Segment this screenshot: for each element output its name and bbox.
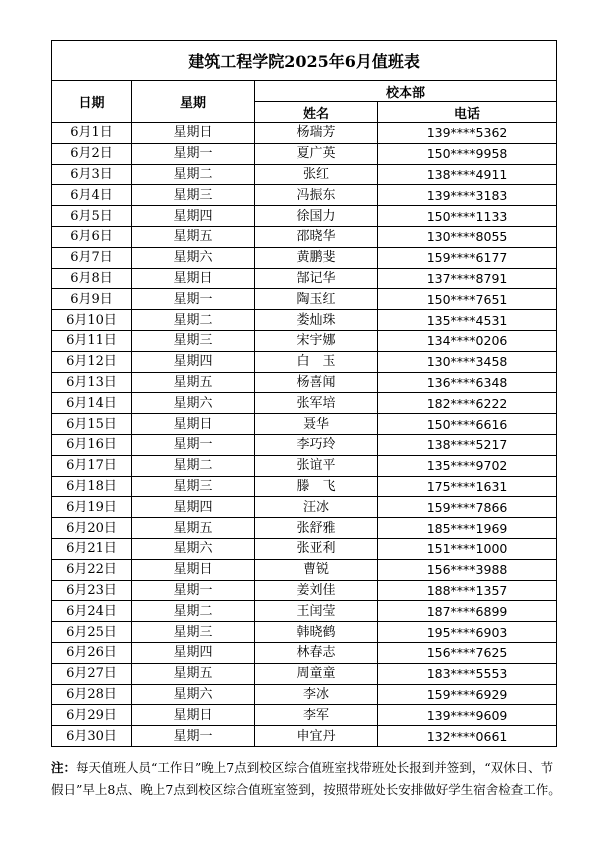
table-row xyxy=(52,705,557,726)
name-cell: 黄鹏斐 xyxy=(255,247,378,268)
name-cell: 白 玉 xyxy=(255,351,378,372)
name-cell: 杨瑞芳 xyxy=(255,123,378,144)
weekday-cell: 星期二 xyxy=(132,455,255,476)
date-cell: 6月10日 xyxy=(52,310,132,331)
weekday-cell: 星期三 xyxy=(132,185,255,206)
name-cell: 张舒雅 xyxy=(255,518,378,539)
name-cell: 申宜丹 xyxy=(255,726,378,747)
weekday-cell: 星期六 xyxy=(132,538,255,559)
header-weekday: 星期 xyxy=(132,81,255,123)
footnote-text: 每天值班人员“工作日”晚上7点到校区综合值班室找带班处长报到并签到，“双休日、节假日”早上8点、晚上7点到校区综合值班室签到，按照带班处长安排做好学生宿舍检查工作。 xyxy=(51,760,561,797)
weekday-cell: 星期五 xyxy=(132,663,255,684)
weekday-cell: 星期日 xyxy=(132,414,255,435)
table-row xyxy=(52,310,557,331)
table-row xyxy=(52,538,557,559)
table-row xyxy=(52,434,557,455)
table-row xyxy=(52,226,557,247)
weekday-cell: 星期日 xyxy=(132,705,255,726)
table-row xyxy=(52,351,557,372)
phone-cell: 150****9958 xyxy=(378,143,557,164)
phone-cell: 159****6177 xyxy=(378,247,557,268)
date-cell: 6月7日 xyxy=(52,247,132,268)
title-row xyxy=(52,41,557,81)
table-row xyxy=(52,164,557,185)
name-cell: 曹锐 xyxy=(255,559,378,580)
date-cell: 6月13日 xyxy=(52,372,132,393)
phone-cell: 150****1133 xyxy=(378,206,557,227)
phone-cell: 135****4531 xyxy=(378,310,557,331)
date-cell: 6月30日 xyxy=(52,726,132,747)
table-row xyxy=(52,143,557,164)
table-row xyxy=(52,518,557,539)
table-row xyxy=(52,247,557,268)
name-cell: 杨喜闻 xyxy=(255,372,378,393)
header-phone: 电话 xyxy=(378,102,557,123)
name-cell: 李军 xyxy=(255,705,378,726)
phone-cell: 130****3458 xyxy=(378,351,557,372)
name-cell: 王闰莹 xyxy=(255,601,378,622)
date-cell: 6月3日 xyxy=(52,164,132,185)
date-cell: 6月8日 xyxy=(52,268,132,289)
name-cell: 滕 飞 xyxy=(255,476,378,497)
table-row xyxy=(52,559,557,580)
phone-cell: 138****4911 xyxy=(378,164,557,185)
name-cell: 邵晓华 xyxy=(255,226,378,247)
date-cell: 6月6日 xyxy=(52,226,132,247)
date-cell: 6月5日 xyxy=(52,206,132,227)
date-cell: 6月17日 xyxy=(52,455,132,476)
date-cell: 6月20日 xyxy=(52,518,132,539)
date-cell: 6月16日 xyxy=(52,434,132,455)
table-row xyxy=(52,476,557,497)
phone-cell: 183****5553 xyxy=(378,663,557,684)
phone-cell: 139****9609 xyxy=(378,705,557,726)
name-cell: 郜记华 xyxy=(255,268,378,289)
name-cell: 李巧玲 xyxy=(255,434,378,455)
table-row xyxy=(52,289,557,310)
name-cell: 林春志 xyxy=(255,642,378,663)
weekday-cell: 星期二 xyxy=(132,310,255,331)
phone-cell: 136****6348 xyxy=(378,372,557,393)
table-row xyxy=(52,123,557,144)
phone-cell: 159****7866 xyxy=(378,497,557,518)
date-cell: 6月22日 xyxy=(52,559,132,580)
table-row xyxy=(52,372,557,393)
table-row xyxy=(52,497,557,518)
weekday-cell: 星期三 xyxy=(132,622,255,643)
phone-cell: 182****6222 xyxy=(378,393,557,414)
name-cell: 娄灿珠 xyxy=(255,310,378,331)
table-row xyxy=(52,726,557,747)
weekday-cell: 星期一 xyxy=(132,143,255,164)
date-cell: 6月18日 xyxy=(52,476,132,497)
weekday-cell: 星期一 xyxy=(132,434,255,455)
date-cell: 6月4日 xyxy=(52,185,132,206)
name-cell: 姜刘佳 xyxy=(255,580,378,601)
weekday-cell: 星期二 xyxy=(132,601,255,622)
phone-cell: 137****8791 xyxy=(378,268,557,289)
header-campus: 校本部 xyxy=(255,81,557,102)
date-cell: 6月23日 xyxy=(52,580,132,601)
phone-cell: 139****3183 xyxy=(378,185,557,206)
weekday-cell: 星期五 xyxy=(132,226,255,247)
phone-cell: 151****1000 xyxy=(378,538,557,559)
phone-cell: 187****6899 xyxy=(378,601,557,622)
date-cell: 6月12日 xyxy=(52,351,132,372)
date-cell: 6月28日 xyxy=(52,684,132,705)
phone-cell: 150****7651 xyxy=(378,289,557,310)
footnote xyxy=(51,757,561,801)
table-row xyxy=(52,663,557,684)
phone-cell: 195****6903 xyxy=(378,622,557,643)
date-cell: 6月21日 xyxy=(52,538,132,559)
date-cell: 6月9日 xyxy=(52,289,132,310)
weekday-cell: 星期日 xyxy=(132,268,255,289)
name-cell: 李冰 xyxy=(255,684,378,705)
phone-cell: 132****0661 xyxy=(378,726,557,747)
date-cell: 6月1日 xyxy=(52,123,132,144)
weekday-cell: 星期五 xyxy=(132,372,255,393)
weekday-cell: 星期六 xyxy=(132,684,255,705)
table-row xyxy=(52,268,557,289)
table-row xyxy=(52,601,557,622)
table-row xyxy=(52,622,557,643)
weekday-cell: 星期四 xyxy=(132,642,255,663)
table-title: 建筑工程学院2025年6月值班表 xyxy=(52,41,557,81)
name-cell: 张谊平 xyxy=(255,455,378,476)
phone-cell: 188****1357 xyxy=(378,580,557,601)
header-name: 姓名 xyxy=(255,102,378,123)
phone-cell: 134****0206 xyxy=(378,330,557,351)
date-cell: 6月2日 xyxy=(52,143,132,164)
date-cell: 6月25日 xyxy=(52,622,132,643)
phone-cell: 139****5362 xyxy=(378,123,557,144)
phone-cell: 156****3988 xyxy=(378,559,557,580)
weekday-cell: 星期六 xyxy=(132,247,255,268)
footnote-label: 注： xyxy=(51,760,77,775)
weekday-cell: 星期一 xyxy=(132,580,255,601)
table-row xyxy=(52,206,557,227)
weekday-cell: 星期四 xyxy=(132,351,255,372)
weekday-cell: 星期四 xyxy=(132,497,255,518)
phone-cell: 156****7625 xyxy=(378,642,557,663)
name-cell: 汪冰 xyxy=(255,497,378,518)
phone-cell: 185****1969 xyxy=(378,518,557,539)
name-cell: 徐国力 xyxy=(255,206,378,227)
duty-schedule-table xyxy=(51,40,557,747)
weekday-cell: 星期一 xyxy=(132,289,255,310)
name-cell: 聂华 xyxy=(255,414,378,435)
table-row xyxy=(52,684,557,705)
phone-cell: 150****6616 xyxy=(378,414,557,435)
name-cell: 周童童 xyxy=(255,663,378,684)
name-cell: 冯振东 xyxy=(255,185,378,206)
table-row xyxy=(52,393,557,414)
header-date: 日期 xyxy=(52,81,132,123)
name-cell: 张军培 xyxy=(255,393,378,414)
name-cell: 陶玉红 xyxy=(255,289,378,310)
name-cell: 张亚利 xyxy=(255,538,378,559)
name-cell: 夏广英 xyxy=(255,143,378,164)
date-cell: 6月24日 xyxy=(52,601,132,622)
weekday-cell: 星期日 xyxy=(132,123,255,144)
phone-cell: 159****6929 xyxy=(378,684,557,705)
phone-cell: 130****8055 xyxy=(378,226,557,247)
date-cell: 6月27日 xyxy=(52,663,132,684)
weekday-cell: 星期六 xyxy=(132,393,255,414)
weekday-cell: 星期日 xyxy=(132,559,255,580)
phone-cell: 138****5217 xyxy=(378,434,557,455)
header-row-1 xyxy=(52,81,557,102)
table-row xyxy=(52,580,557,601)
date-cell: 6月26日 xyxy=(52,642,132,663)
schedule-body xyxy=(52,123,557,747)
weekday-cell: 星期二 xyxy=(132,164,255,185)
name-cell: 韩晓鹤 xyxy=(255,622,378,643)
phone-cell: 175****1631 xyxy=(378,476,557,497)
date-cell: 6月29日 xyxy=(52,705,132,726)
weekday-cell: 星期四 xyxy=(132,206,255,227)
date-cell: 6月19日 xyxy=(52,497,132,518)
weekday-cell: 星期一 xyxy=(132,726,255,747)
table-row xyxy=(52,642,557,663)
table-row xyxy=(52,455,557,476)
table-row xyxy=(52,414,557,435)
table-row xyxy=(52,330,557,351)
date-cell: 6月15日 xyxy=(52,414,132,435)
table-row xyxy=(52,185,557,206)
date-cell: 6月11日 xyxy=(52,330,132,351)
phone-cell: 135****9702 xyxy=(378,455,557,476)
date-cell: 6月14日 xyxy=(52,393,132,414)
name-cell: 宋宇娜 xyxy=(255,330,378,351)
name-cell: 张红 xyxy=(255,164,378,185)
weekday-cell: 星期三 xyxy=(132,476,255,497)
weekday-cell: 星期三 xyxy=(132,330,255,351)
weekday-cell: 星期五 xyxy=(132,518,255,539)
